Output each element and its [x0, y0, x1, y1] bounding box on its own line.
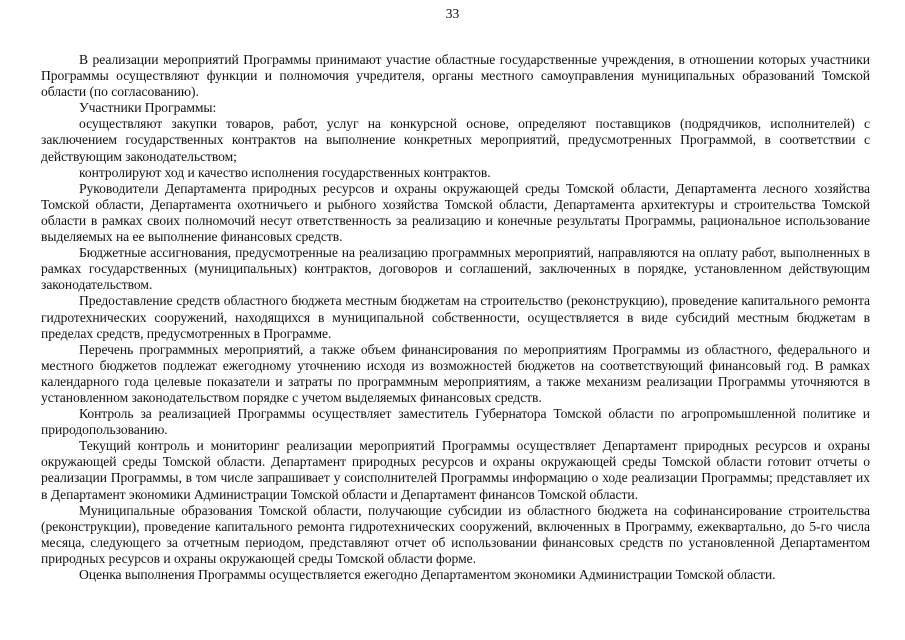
paragraph-subsidies: Предоставление средств областного бюджета местным бюджетам на строительство (реконструкцию), проведение капитального ремонта гидротехнических сооружений, находящихся в муниципальной собственности, осуществляется в виде субсидий местным бюджетам в пределах средств, предусмотренных в Программе. — [41, 293, 870, 341]
paragraph-monitoring: Текущий контроль и мониторинг реализации мероприятий Программы осуществляет Департамент природных ресурсов и охраны окружающей среды Томской области. Департамент природных ресурсов и охраны окружающей среды Томской области готовит отчеты о реализации Программы, в том числе запрашивает у соисполнителей Программы информацию о ходе реализации Программы; представляет их в Департамент экономики Администрации Томской области и Департамент финансов Томской области. — [41, 438, 870, 502]
paragraph-municipal-reports: Муниципальные образования Томской области, получающие субсидии из областного бюджета на софинансирование строительства (реконструкции), проведение капитального ремонта гидротехнических сооружений, включенных в Программу, ежеквартально, до 5-го числа месяца, следующего за отчетным периодом, представляют отчет об использовании финансовых средств по установленной Департаментом природных ресурсов и охраны окружающей среды Томской области форме. — [41, 502, 870, 566]
paragraph-evaluation: Оценка выполнения Программы осуществляется ежегодно Департаментом экономики Администрации Томской области. — [79, 567, 776, 582]
page-number: 33 — [445, 6, 460, 21]
paragraph-heads-responsibility: Руководители Департамента природных ресурсов и охраны окружающей среды Томской области, Департамента лесного хозяйства Томской области, Департамента охотничьего и рыбного хозяйства Томской области, Департамента архитектуры и строительства Томской области в рамках своих полномочий несут ответственность за реализацию и конечные результаты Программы, рациональное использование выделяемых на ее выполнение финансовых средств. — [41, 180, 870, 245]
paragraph-procurement: осуществляют закупки товаров, работ, услуг на конкурсной основе, определяют поставщиков (подрядчиков, исполнителей) с заключением государственных контрактов на выполнение конкретных мероприятий, предусмотренных Программой, в соответствии с действующим законодательством; — [41, 116, 870, 164]
paragraph-participants-intro: В реализации мероприятий Программы принимают участие областные государственные учреждения, в отношении которых участники Программы осуществляют функции и полномочия учредителя, органы местного самоуправления муниципальных образований Томской области (по согласованию). — [41, 52, 870, 100]
paragraph-financing-list: Перечень программных мероприятий, а также объем финансирования по мероприятиям Программы из областного, федерального и местного бюджетов подлежат ежегодному уточнению исходя из возможностей бюджетов на соответствующий финансовый год. В рамках календарного года целевые показатели и затраты по программным мероприятиям, а также механизм реализации Программы уточняются в установленном законодательством порядке с учетом выделяемых финансовых средств. — [41, 341, 870, 405]
paragraph-participants-heading: Участники Программы: — [79, 100, 217, 116]
document-body — [41, 52, 870, 583]
paragraph-governor-control: Контроль за реализацией Программы осуществляет заместитель Губернатора Томской области по агропромышленной политике и природопользованию. — [41, 406, 870, 438]
paragraph-contract-control: контролируют ход и качество исполнения государственных контрактов. — [79, 164, 491, 180]
paragraph-budget-allocations: Бюджетные ассигнования, предусмотренные на реализацию программных мероприятий, направляются на оплату работ, выполненных в рамках государственных (муниципальных) контрактов, договоров и соглашений, заключенных в порядке, установленном действующим законодательством. — [41, 245, 870, 293]
